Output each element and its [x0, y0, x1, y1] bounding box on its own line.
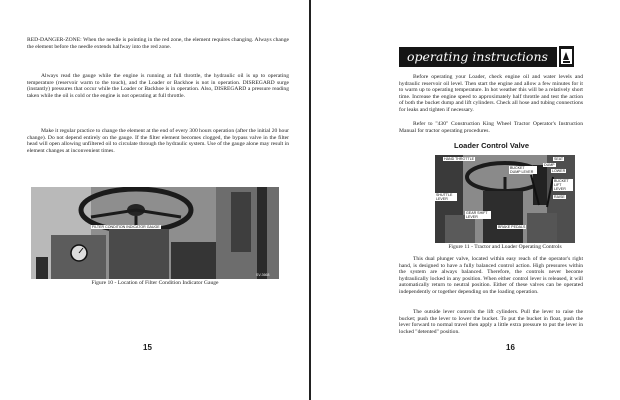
left-page: [0, 0, 309, 400]
page-number-right: 16: [506, 343, 515, 352]
filter-gauge-photo: [31, 187, 279, 279]
figure-11-caption: Figure 11 - Tractor and Loader Operating Controls: [448, 244, 562, 250]
bucket-lift-lever-label: BUCKET LIFT LEVER: [553, 179, 573, 191]
operating-instructions-banner: [399, 47, 557, 67]
paragraph-read-gauge: Always read the gauge while the engine is running at full throttle, the hydraulic oil is up to operating temperature (reservoir warm to the touch), and the Loader or Backhoe is not in operation. DISREGARD surge (instantly) pressures that occur while the Loader or Backhoe is in operation. Also, DISREGARD a pressure reading taken while the oil is cold or the engine is not operating at full throttle.: [27, 73, 289, 99]
bucket-dump-lever-label: BUCKET DUMP LEVER: [509, 166, 537, 174]
brake-pedals-label: BRAKE PEDALS: [498, 225, 526, 229]
dump-label: DUMP: [544, 163, 555, 167]
figure-filter-gauge-photo: [31, 187, 279, 279]
seat-label: SEAT: [554, 157, 564, 161]
right-page: [311, 0, 620, 400]
page-number-left: 15: [143, 343, 152, 352]
paragraph-outside-lever: The outside lever controls the lift cylinders. Pull the lever to raise the bucket; push the lever to lower the bucket. To put the bucket in float, push the lever forward to normal travel then apply a little extra pressure to put the lever in locked "detented" position.: [399, 309, 583, 335]
filter-condition-callout: FILTER CONDITION INDICATOR GAUGE: [92, 225, 160, 229]
paragraph-change-element: Make it regular practice to change the element at the end of every 300 hours operation (after the initial 20 hour change). Do not depend entirely on the gauge. If the filter element becomes clogged, the bypass valve in the filter head will open allowing unfiltered oil to circulate through the hydraulic system. Use of the gauge alone may result in element changes at inconvenient times.: [27, 128, 289, 154]
figure-10-caption: Figure 10 - Location of Filter Condition Indicator Gauge: [91, 280, 219, 286]
logo-icon: [559, 46, 574, 67]
figure-code: SV-3668: [256, 273, 270, 277]
paragraph-before-operating: Before operating your Loader, check engine oil and water levels and hydraulic reservoir oil level. Then start the engine and allow a few minutes for it to warm up to operating temperature. In hot weather this will be a relatively short time. Increase the engine speed to approximately half throttle and test the action of both the bucket dump and lift cylinders. Check all hose and tubing connections for leaks and tighten if necessary.: [399, 74, 583, 113]
figure-operating-controls-photo: [435, 155, 575, 243]
raise-label: RAISE: [554, 195, 565, 199]
paragraph-refer-manual: Refer to "430" Construction King Wheel Tractor Operator's Instruction Manual for tractor operating procedures.: [399, 121, 583, 134]
hand-throttle-label: HAND THROTTLE: [444, 157, 475, 161]
banner-title: operating instructions: [407, 49, 548, 64]
gear-shift-lever-label: GEAR SHIFT LEVER: [465, 211, 491, 219]
paragraph-red-danger-zone: RED-DANGER-ZONE: When the needle is pointing in the red zone, the element requires changing. Always change the element before the needle extends halfway into the red zone.: [27, 37, 289, 50]
section-title-loader-control-valve: Loader Control Valve: [453, 141, 530, 150]
lower-label: LOWER: [552, 169, 566, 173]
shuttle-lever-label: SHUTTLE LEVER: [435, 193, 457, 201]
paragraph-dual-plunger-valve: This dual plunger valve, located within easy reach of the operator's right hand, is designed to have a fully balanced control action. High pressures within the system are always balanced. Therefore, the controls never become hydraulically locked in any position. When either control lever is released, it will automatically return to neutral position. Either of these valves can be operated independently or together depending on the loading operation.: [399, 256, 583, 295]
